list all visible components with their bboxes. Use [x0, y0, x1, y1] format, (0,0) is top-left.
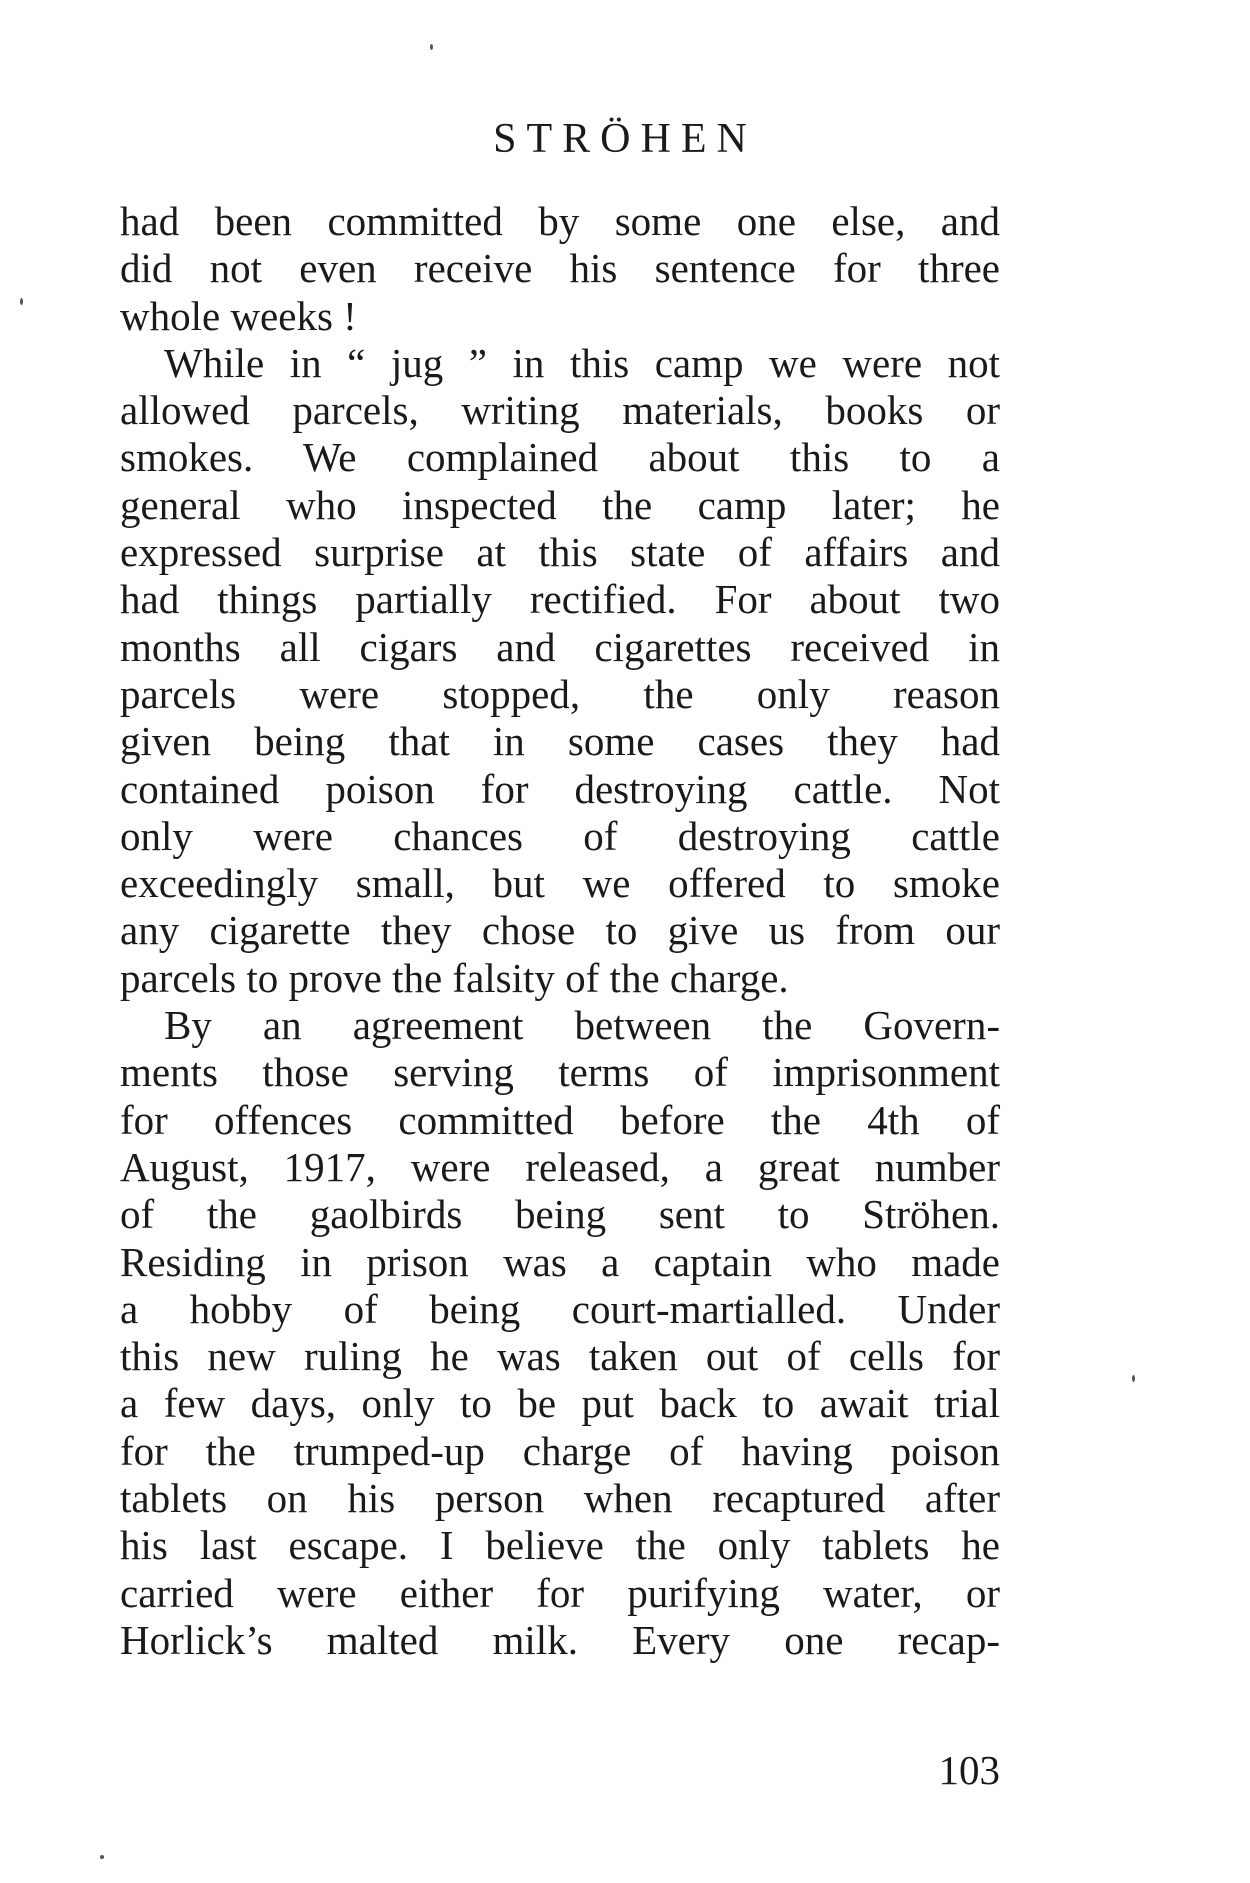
text-line: had been committed by some one else, and — [120, 198, 1000, 244]
text-line: of the gaolbirds being sent to Ströhen. — [120, 1191, 1000, 1238]
text-line: Residing in prison was a captain who made — [120, 1238, 1000, 1285]
paragraph — [120, 340, 1000, 1002]
text-line: By an agreement between the Govern- — [164, 1002, 1000, 1049]
text-line: for the trumped-up charge of having poison — [120, 1427, 1000, 1474]
text-line: a few days, only to be put back to await trial — [120, 1380, 1000, 1427]
scan-speck — [20, 298, 23, 305]
text-line: expressed surprise at this state of affairs and — [120, 529, 1000, 576]
text-line: parcels to prove the falsity of the charge. — [120, 954, 789, 1001]
text-line: exceedingly small, but we offered to smoke — [120, 860, 1000, 907]
text-line: tablets on his person when recaptured after — [120, 1475, 1000, 1522]
text-line: general who inspected the camp later; he — [120, 481, 1000, 528]
text-line: carried were either for purifying water, or — [120, 1569, 1000, 1616]
text-line: parcels were stopped, the only reason — [120, 670, 1000, 717]
scan-speck — [100, 1855, 104, 1859]
text-line: contained poison for destroying cattle. Not — [120, 765, 1000, 812]
text-line: smokes. We complained about this to a — [120, 434, 1000, 481]
text-line: allowed parcels, writing materials, books or — [120, 387, 1000, 434]
text-line: ments those serving terms of imprisonment — [120, 1049, 1000, 1096]
text-line: While in “ jug ” in this camp we were not — [164, 339, 1000, 386]
text-line: for offences committed before the 4th of — [120, 1096, 1000, 1143]
paragraph — [120, 1002, 1000, 1664]
text-line: a hobby of being court-martialled. Under — [120, 1285, 1000, 1332]
text-line: August, 1917, were released, a great number — [120, 1143, 1000, 1190]
paragraph — [120, 198, 1000, 340]
text-line: only were chances of destroying cattle — [120, 812, 1000, 859]
text-line: whole weeks ! — [120, 292, 357, 339]
text-line: Horlick’s malted milk. Every one recap- — [120, 1616, 1000, 1663]
body-text — [120, 198, 1000, 1664]
page-number: 103 — [938, 1747, 1000, 1793]
text-line: did not even receive his sentence for three — [120, 245, 1000, 292]
text-line: had things partially rectified. For about two — [120, 576, 1000, 623]
text-line: his last escape. I believe the only tablets he — [120, 1522, 1000, 1569]
text-line: months all cigars and cigarettes received in — [120, 623, 1000, 670]
text-line: any cigarette they chose to give us from our — [120, 907, 1000, 954]
scan-speck — [430, 44, 433, 50]
running-head: STRÖHEN — [493, 116, 757, 162]
scan-speck — [1132, 1375, 1135, 1382]
text-line: given being that in some cases they had — [120, 718, 1000, 765]
text-line: this new ruling he was taken out of cells for — [120, 1333, 1000, 1380]
